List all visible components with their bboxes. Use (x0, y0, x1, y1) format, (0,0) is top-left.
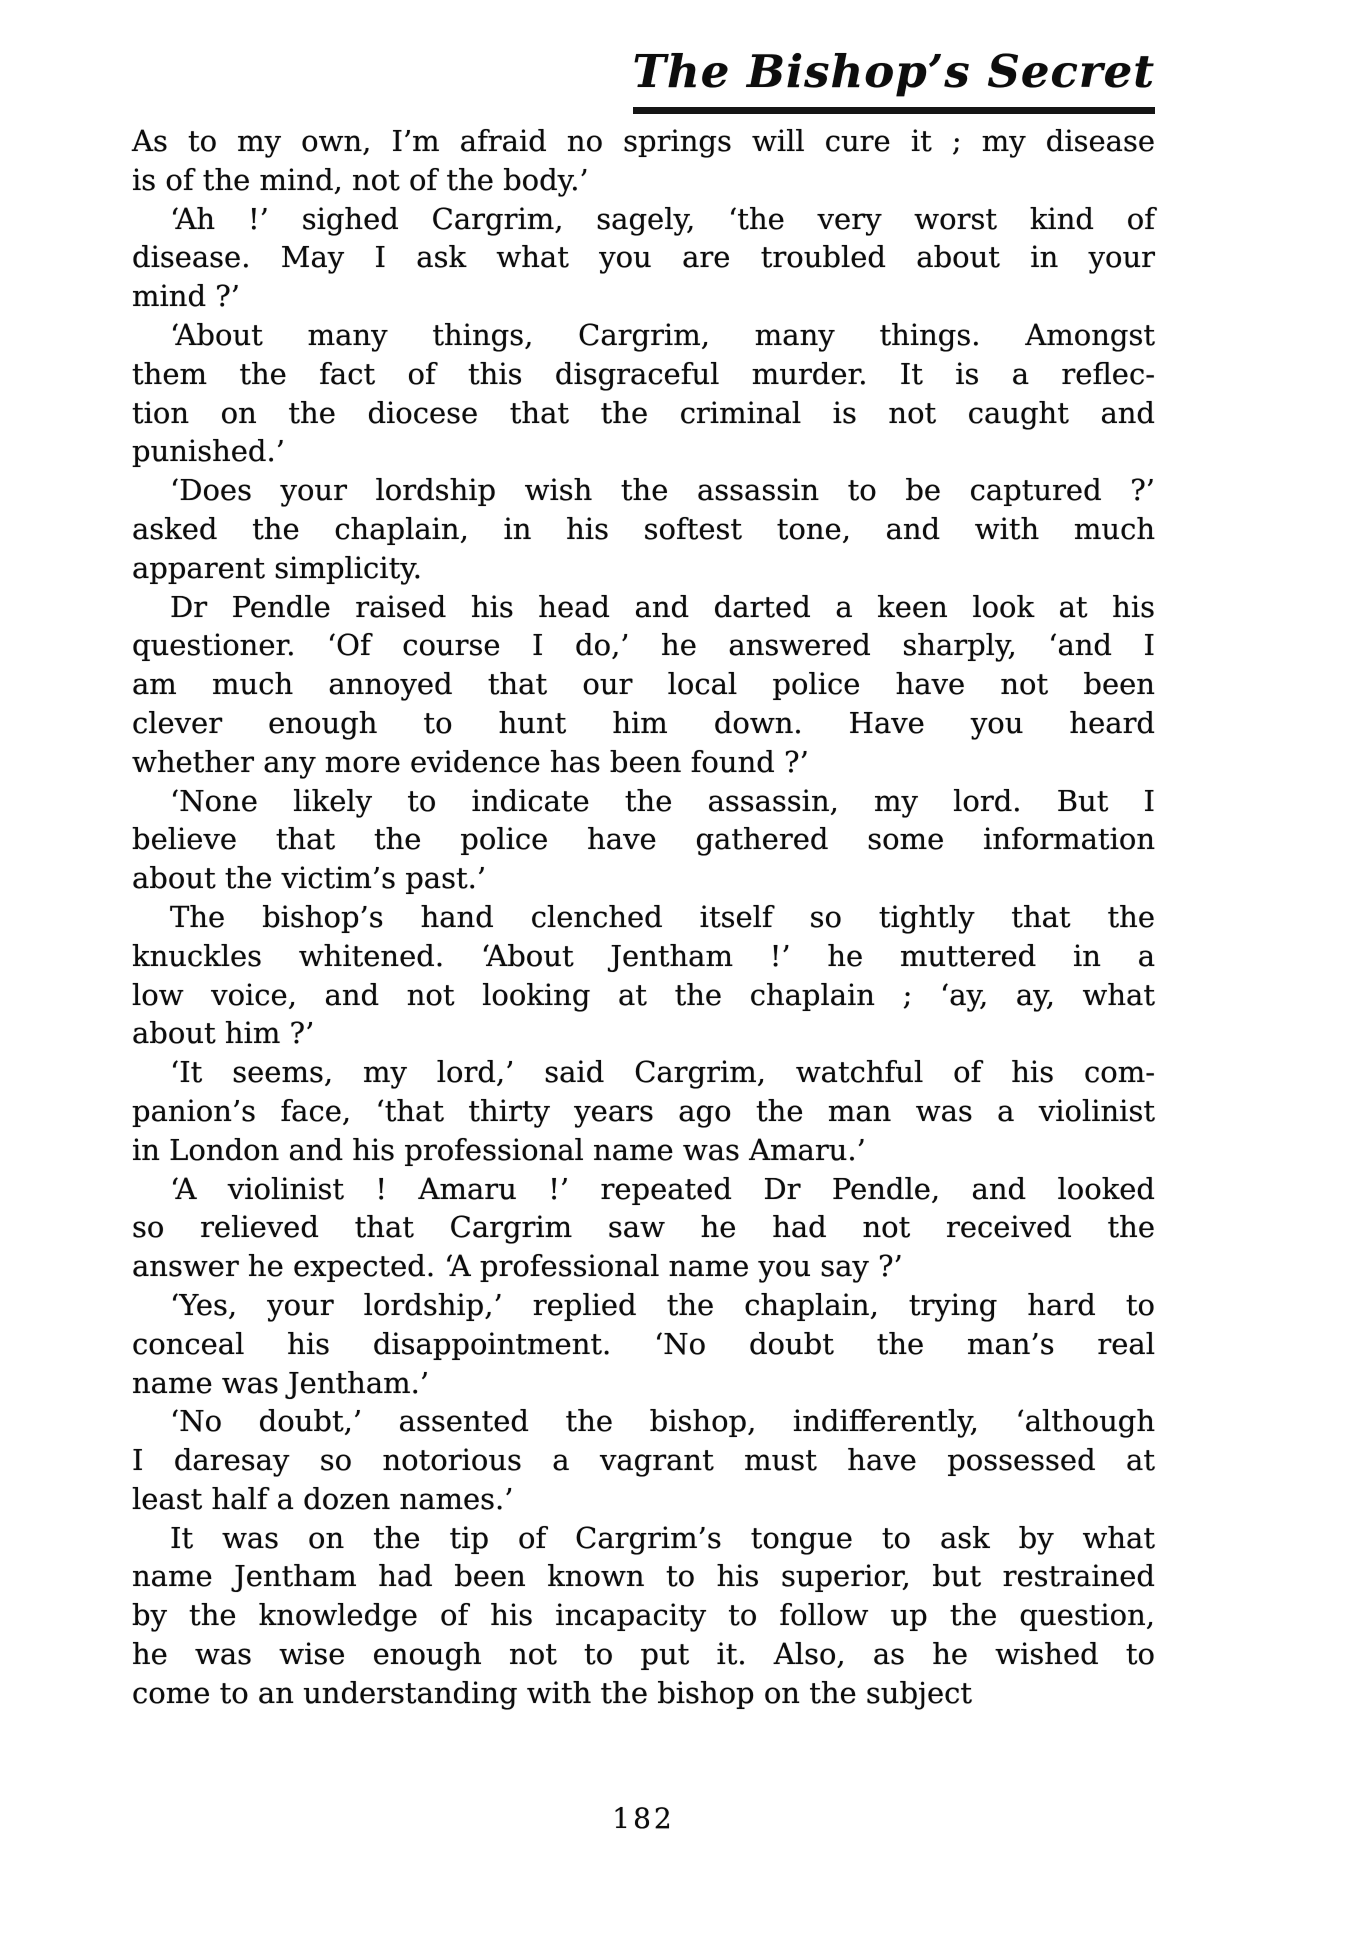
text-line: whether any more evidence has been found ?’ (132, 744, 809, 779)
page-number: 182 (612, 1802, 675, 1835)
text-line: by the knowledge of his incapacity to follow up the question, (132, 1598, 1155, 1633)
text-line: mind ?’ (132, 279, 240, 314)
text-line: punished.’ (132, 434, 285, 469)
text-line: ‘Yes, your lordship,’ replied the chaplain, trying hard to (170, 1287, 1155, 1322)
text-line: ‘Does your lordship wish the assassin to be captured ?’ (170, 473, 1155, 508)
text-line: low voice, and not looking at the chaplain ; ‘ay, ay, what (132, 977, 1155, 1012)
text-line: I daresay so notorious a vagrant must have possessed at (132, 1443, 1155, 1478)
text-line: name was Jentham.’ (132, 1365, 430, 1400)
text-line: about him ?’ (132, 1016, 315, 1051)
text-line: least half a dozen names.’ (132, 1481, 514, 1516)
text-line: asked the chaplain, in his softest tone, and with much (132, 511, 1155, 546)
text-line: conceal his disappointment. ‘No doubt the man’s real (132, 1326, 1155, 1361)
text-line: so relieved that Cargrim saw he had not received the (132, 1210, 1155, 1245)
text-line: panion’s face, ‘that thirty years ago the man was a violinist (132, 1093, 1155, 1128)
text-line: ‘A violinist ! Amaru !’ repeated Dr Pendle, and looked (170, 1171, 1155, 1206)
text-line: clever enough to hunt him down. Have you heard (132, 705, 1155, 740)
text-line: ‘It seems, my lord,’ said Cargrim, watchful of his com- (170, 1055, 1155, 1090)
text-line: is of the mind, not of the body.’ (132, 162, 589, 197)
text-line: them the fact of this disgraceful murder. It is a reflec- (132, 356, 1155, 391)
text-line: questioner. ‘Of course I do,’ he answered sharply, ‘and I (132, 628, 1155, 663)
text-line: ‘About many things, Cargrim, many things. Amongst (170, 317, 1155, 352)
text-line: As to my own, I’m afraid no springs will cure it ; my disease (132, 124, 1155, 158)
text-line: answer he expected. ‘A professional name you say ?’ (132, 1249, 903, 1284)
text-line: in London and his professional name was Amaru.’ (132, 1132, 866, 1167)
page-body-text (132, 122, 1155, 1713)
text-line: It was on the tip of Cargrim’s tongue to ask by what (170, 1520, 1155, 1555)
text-line: The bishop’s hand clenched itself so tightly that the (170, 899, 1155, 934)
text-line: he was wise enough not to put it. Also, as he wished to (132, 1637, 1155, 1672)
text-line: name Jentham had been known to his superior, but restrained (132, 1559, 1155, 1594)
text-line: ‘Ah !’ sighed Cargrim, sagely, ‘the very worst kind of (170, 201, 1155, 236)
running-header-title: The Bishop’s Secret (633, 46, 1155, 114)
text-line: about the victim’s past.’ (132, 861, 487, 896)
text-line: apparent simplicity. (132, 550, 422, 585)
text-line: ‘No doubt,’ assented the bishop, indifferently, ‘although (170, 1404, 1155, 1439)
running-header (132, 46, 1155, 114)
text-line: come to an understanding with the bishop on the subject (132, 1675, 973, 1710)
text-line: tion on the diocese that the criminal is not caught and (132, 395, 1155, 430)
text-line: knuckles whitened. ‘About Jentham !’ he muttered in a (132, 938, 1155, 973)
text-line: am much annoyed that our local police have not been (132, 667, 1155, 702)
text-line: disease. May I ask what you are troubled about in your (132, 240, 1155, 275)
text-line: Dr Pendle raised his head and darted a keen look at his (170, 589, 1155, 624)
text-line: ‘None likely to indicate the assassin, my lord. But I (170, 783, 1155, 818)
text-line: believe that the police have gathered some information (132, 822, 1155, 857)
